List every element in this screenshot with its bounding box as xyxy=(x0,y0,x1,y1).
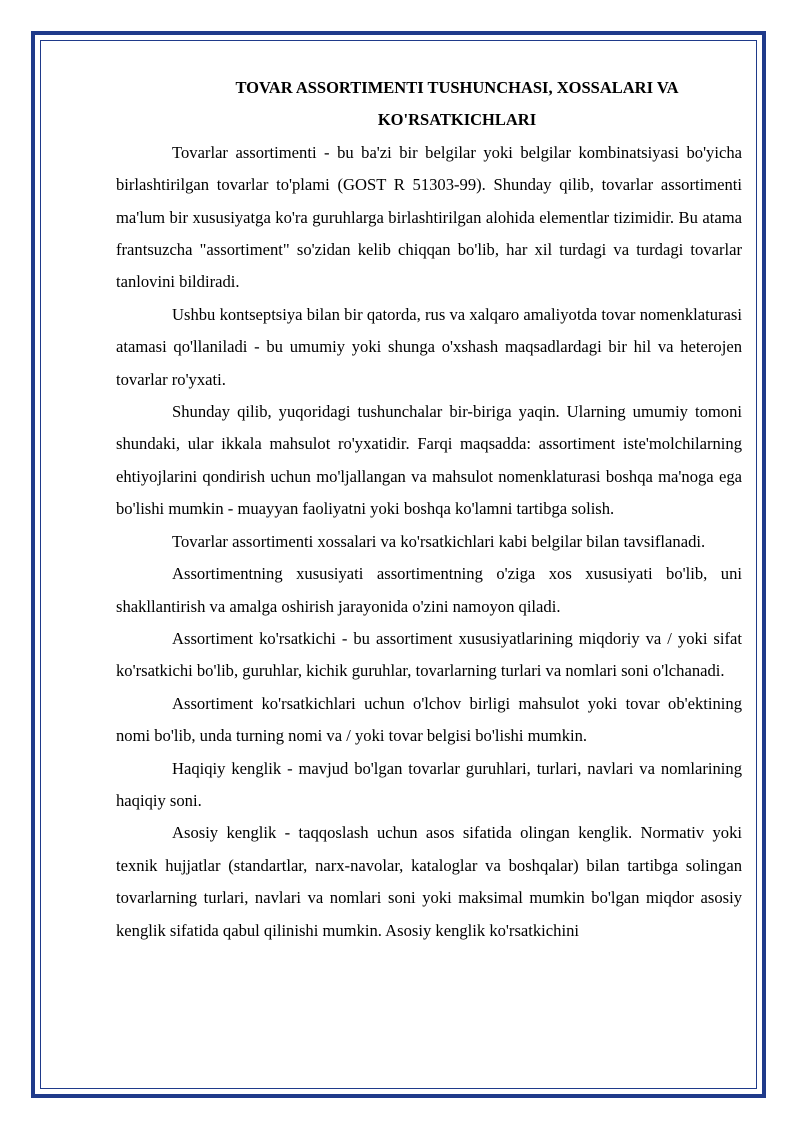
document-title: TOVAR ASSORTIMENTI TUSHUNCHASI, XOSSALARI VA KO'RSATKICHLARI xyxy=(235,78,679,130)
paragraph-2: Ushbu kontseptsiya bilan bir qatorda, rus va xalqaro amaliyotda tovar nomenklaturasi atamasi qo'llaniladi - bu umumiy yoki shunga o'xshash maqsadlardagi bir hil va heterojen tovarlar ro'yxati. xyxy=(116,304,742,389)
paragraph-7: Assortiment ko'rsatkichlari uchun o'lchov birligi mahsulot yoki tovar ob'ektining nomi bo'lib, unda turning nomi va / yoki tovar belgisi bo'lishi mumkin. xyxy=(116,693,742,746)
paragraph-6: Assortiment ko'rsatkichi - bu assortiment xususiyatlarining miqdoriy va / yoki sifat ko'rsatkichi bo'lib, guruhlar, kichik guruhlar, tovarlarning turlari va nomlari soni o'lchanadi. xyxy=(116,628,742,681)
paragraph-4: Tovarlar assortimenti xossalari va ko'rsatkichlari kabi belgilar bilan tavsiflanadi. xyxy=(172,531,706,551)
document-body xyxy=(116,72,742,947)
paragraph-8: Haqiqiy kenglik - mavjud bo'lgan tovarlar guruhlari, turlari, navlari va nomlarining haqiqiy soni. xyxy=(116,758,742,810)
paragraph-5: Assortimentning xususiyati assortimentning o'ziga xos xususiyati bo'lib, uni shakllantirish va amalga oshirish jarayonida o'zini namoyon qiladi. xyxy=(116,564,742,616)
paragraph-3: Shunday qilib, yuqoridagi tushunchalar bir-biriga yaqin. Ularning umumiy tomoni shundaki, ular ikkala mahsulot ro'yxatidir. Farqi maqsadda: assortiment iste'molchilarning ehtiyojlarini qondirish uchun mo'ljallangan va mahsulot nomenklaturasi boshqa ma'noga ega bo'lishi mumkin - muayyan faoliyatni yoki boshqa ko'lamni tartibga solish. xyxy=(116,402,742,519)
paragraph-9: Asosiy kenglik - taqqoslash uchun asos sifatida olingan kenglik. Normativ yoki texnik hujjatlar (standartlar, narx-navolar, kataloglar va boshqalar) bilan tartibga solingan tovarlarning turlari, navlari va nomlari soni yoki maksimal mumkin bo'lgan miqdor asosiy kenglik sifatida qabul qilinishi mumkin. Asosiy kenglik ko'rsatkichini xyxy=(116,823,742,940)
paragraph-1: Tovarlar assortimenti - bu ba'zi bir belgilar yoki belgilar kombinatsiyasi bo'yicha birlashtirilgan tovarlar to'plami (GOST R 51303-99). Shunday qilib, tovarlar assortimenti ma'lum bir xususiyatga ko'ra guruhlarga birlashtirilgan alohida elementlar tizimidir. Bu atama frantsuzcha "assortiment" so'zidan kelib chiqqan bo'lib, har xil turdagi va turdagi tovarlar tanlovini bildiradi. xyxy=(116,142,742,292)
